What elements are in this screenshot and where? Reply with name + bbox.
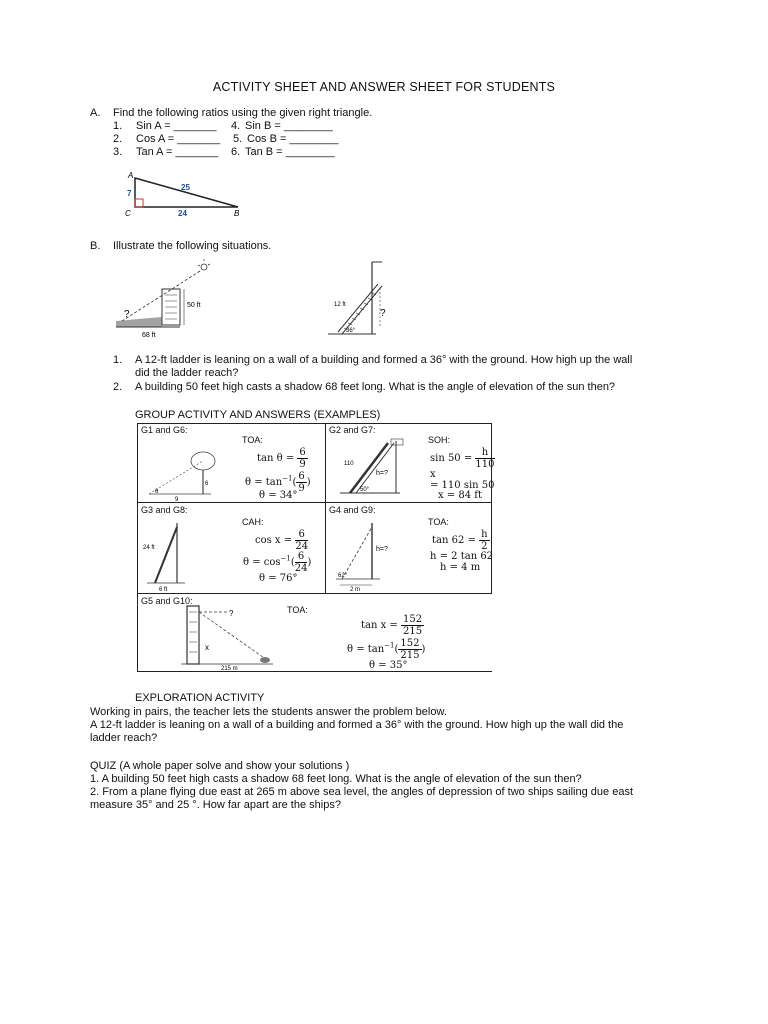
- math-g1-inverse: $\theta = \tan^{-1}$( $\frac{6}{9}$ ): [245, 471, 311, 494]
- list-item: [113, 146, 335, 159]
- section-a-list: [113, 120, 339, 159]
- math-g5-tan: tan x = $\frac{152}{215}$: [361, 614, 423, 637]
- item-text: Tan B = ________: [245, 146, 335, 158]
- math-g3-result: θ = 76°: [259, 573, 298, 584]
- math-g4-result: h = 4 m: [440, 562, 481, 573]
- cell-method: TOA:: [287, 605, 308, 615]
- cell-label: G5 and G10:: [141, 596, 193, 606]
- group-cell-g4-g9: [326, 503, 494, 593]
- exploration-heading: EXPLORATION ACTIVITY: [135, 692, 265, 704]
- exploration-line-3: ladder reach?: [90, 732, 158, 744]
- sketch1-question-mark: ?: [124, 309, 130, 320]
- section-a-instruction: [90, 107, 373, 120]
- math-g5-inverse: $\theta = \tan^{-1}$( $\frac{152}{215}$ ): [347, 638, 426, 661]
- side-cb-label: 24: [178, 209, 187, 218]
- quiz-question-2-line-2: measure 35° and 25 °. How far apart are the ships?: [90, 799, 341, 811]
- cell-sketch: [330, 519, 410, 591]
- sketch-label: 6 ft: [159, 587, 168, 593]
- side-ab-label: 25: [181, 183, 190, 192]
- sketch-label: ?: [229, 609, 234, 618]
- section-a-marker: A.: [90, 107, 101, 119]
- quiz-heading: QUIZ (A whole paper solve and show your solutions ): [90, 760, 350, 772]
- sketch1-height-label: 50 ft: [187, 302, 201, 309]
- sketch-label: 24 ft: [143, 545, 155, 551]
- cell-method: CAH:: [242, 517, 264, 527]
- vertex-b-label: B: [234, 209, 240, 218]
- cell-sketch: [141, 439, 221, 503]
- item-text: Cos B = ________: [247, 133, 339, 145]
- problem-1-line-1: A 12-ft ladder is leaning on a wall of a building and formed a 36° with the ground. How high up the wall: [135, 354, 633, 366]
- math-g2-x: x: [430, 469, 436, 480]
- math-g1-tan: tan θ = $\frac{6}{9}$: [257, 447, 306, 470]
- cell-sketch: [330, 437, 410, 499]
- sketch-label: h=?: [376, 546, 388, 553]
- page-title: ACTIVITY SHEET AND ANSWER SHEET FOR STUDENTS: [212, 80, 556, 94]
- sketch-label: θ: [155, 489, 159, 495]
- sketch-ladder-wall: [320, 258, 400, 340]
- group-cell-g2-g7: [326, 423, 495, 502]
- sketch-label: 2 m: [350, 587, 361, 593]
- exploration-body: [90, 706, 623, 745]
- cell-label: G2 and G7:: [329, 425, 376, 435]
- cell-label: G1 and G6:: [141, 425, 188, 435]
- vertex-c-label: C: [125, 209, 131, 218]
- math-g4-tan: tan 62 = $\frac{h}{2}$: [432, 529, 488, 552]
- sketch2-angle-label: 36°: [346, 328, 356, 334]
- group-activity-heading: GROUP ACTIVITY AND ANSWERS (EXAMPLES): [135, 409, 381, 421]
- item-number: 6.: [231, 146, 241, 158]
- math-g4-step: h = 2 tan 62: [430, 551, 494, 562]
- sketch-label: h=?: [376, 470, 388, 477]
- section-b-marker: B.: [90, 240, 101, 252]
- item-text: Tan A = _______: [136, 146, 219, 158]
- right-angle-marker: [135, 199, 143, 207]
- sketch-label: 6: [205, 481, 209, 487]
- math-g3-cos: cos x = $\frac{6}{24}$: [255, 529, 309, 552]
- vertex-a-label: A: [128, 171, 134, 180]
- list-item: [113, 354, 633, 381]
- item-text: Cos A = _______: [136, 133, 221, 145]
- problem-1-line-2: did the ladder reach?: [135, 367, 239, 379]
- sketch-label: 9: [175, 497, 179, 503]
- math-g2-step: = 110 sin 50: [430, 480, 495, 491]
- item-number: 1.: [113, 120, 123, 132]
- item-number: 2.: [113, 133, 123, 145]
- math-g5-result: θ = 35°: [369, 660, 408, 671]
- quiz-section: [90, 760, 633, 812]
- exploration-line-1: Working in pairs, the teacher lets the students answer the problem below.: [90, 706, 447, 718]
- sketch-label: 110: [344, 461, 354, 467]
- math-g2-result: x = 84 ft: [438, 490, 482, 501]
- sketch1-shadow-label: 68 ft: [142, 332, 156, 339]
- sketch-label: x: [205, 643, 209, 652]
- side-ac-label: 7: [127, 189, 132, 198]
- group-cell-g3-g8: [137, 503, 325, 593]
- math-g2-sin: sin 50 = $\frac{h}{110}$: [430, 447, 495, 470]
- list-item: [113, 381, 616, 394]
- group-activity-grid: [137, 423, 495, 672]
- quiz-question-1: 1. A building 50 feet high casts a shadow 68 feet long. What is the angle of elevation of the sun then?: [90, 773, 582, 785]
- problem-2-line-1: A building 50 feet high casts a shadow 68 feet long. What is the angle of elevation of the sun then?: [135, 381, 616, 393]
- cell-method: TOA:: [428, 517, 449, 527]
- list-item: [113, 120, 333, 133]
- cell-label: G3 and G8:: [141, 505, 188, 515]
- math-g1-result: θ = 34°: [259, 490, 298, 501]
- sun-icon: [201, 264, 207, 270]
- group-cell-g5-g10: [137, 594, 491, 671]
- sketch-label: 62°: [338, 573, 348, 579]
- math-g3-inverse: $\theta = \cos^{-1}$( $\frac{6}{24}$ ): [243, 551, 312, 574]
- sketch-building-shadow: [110, 255, 220, 340]
- cell-sketch: [141, 519, 201, 591]
- sketch2-ladder-label: 12 ft: [334, 302, 346, 308]
- item-number: 3.: [113, 146, 123, 158]
- quiz-question-2-line-1: 2. From a plane flying due east at 265 m above sea level, the angles of depression of two ships sailing due east: [90, 786, 633, 798]
- sketch-label: 215 m: [221, 666, 238, 672]
- item-text: Sin A = _______: [136, 120, 217, 132]
- cell-sketch: [177, 602, 287, 670]
- exploration-line-2: A 12-ft ladder is leaning on a wall of a building and formed a 36° with the ground. How high up the wall did the: [90, 719, 624, 731]
- group-cell-g1-g6: [137, 423, 325, 502]
- cell-method: TOA:: [242, 435, 263, 445]
- item-number: 4.: [231, 120, 241, 132]
- item-text: Sin B = ________: [245, 120, 333, 132]
- sketch-label: 50°: [360, 487, 370, 493]
- sketch2-question-mark: ?: [380, 308, 386, 319]
- section-b-instruction: [90, 240, 272, 253]
- section-a-text: Find the following ratios using the given right triangle.: [113, 107, 373, 119]
- section-b-list: [113, 354, 633, 394]
- cell-method: SOH:: [428, 435, 451, 445]
- section-b-text: Illustrate the following situations.: [113, 240, 272, 252]
- cell-label: G4 and G9:: [329, 505, 376, 515]
- item-number: 5.: [233, 133, 243, 145]
- item-number: 2.: [113, 381, 123, 393]
- list-item: [113, 133, 339, 146]
- right-triangle-figure: [118, 170, 248, 220]
- item-number: 1.: [113, 354, 123, 366]
